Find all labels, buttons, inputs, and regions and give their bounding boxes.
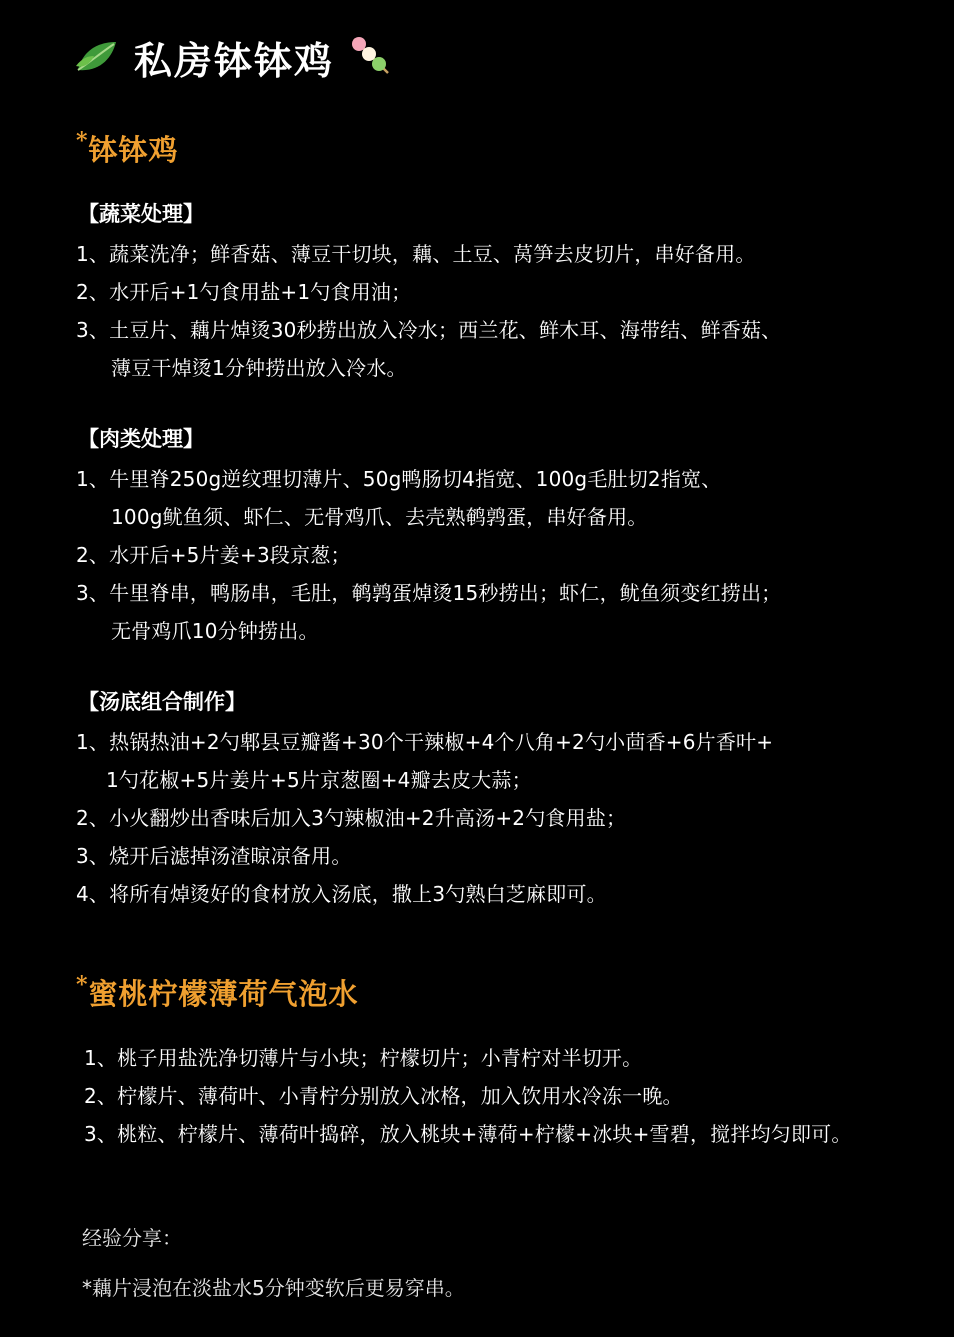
soup-step-1-cont: 1勺花椒+5片姜片+5片京葱圈+4瓣去皮大蒜； bbox=[106, 768, 532, 792]
drink-step-3: 3、桃粒、柠檬片、薄荷叶捣碎，放入桃块+薄荷+柠檬+冰块+雪碧，搅拌均匀即可。 bbox=[84, 1122, 852, 1146]
veg-step-3: 3、土豆片、藕片焯烫30秒捞出放入冷水；西兰花、鲜木耳、海带结、鲜香菇、 bbox=[76, 318, 782, 342]
soup-step-3: 3、烧开后滤掉汤渣晾凉备用。 bbox=[76, 844, 352, 868]
title-row bbox=[74, 30, 392, 85]
drink-step-1: 1、桃子用盐洗净切薄片与小块；柠檬切片；小青柠对半切开。 bbox=[84, 1046, 643, 1070]
dango-icon bbox=[348, 35, 392, 81]
meat-step-3-cont: 无骨鸡爪10分钟捞出。 bbox=[111, 619, 319, 643]
meat-step-2: 2、水开后+5片姜+3段京葱； bbox=[76, 543, 351, 567]
soup-step-1: 1、热锅热油+2勺郫县豆瓣酱+30个干辣椒+4个八角+2勺小茴香+6片香叶+ bbox=[76, 730, 774, 754]
subheading-meat: 【肉类处理】 bbox=[78, 427, 204, 451]
section-heading-bobo-chicken: *钵钵鸡 bbox=[76, 128, 179, 167]
veg-step-2: 2、水开后+1勺食用盐+1勺食用油； bbox=[76, 280, 412, 304]
meat-step-1: 1、牛里脊250g逆纹理切薄片、50g鸭肠切4指宽、100g毛肚切2指宽、 bbox=[76, 467, 722, 491]
tips-note: *藕片浸泡在淡盐水5分钟变软后更易穿串。 bbox=[82, 1276, 465, 1300]
veg-step-3-cont: 薄豆干焯烫1分钟捞出放入冷水。 bbox=[111, 356, 407, 380]
subheading-vegetables: 【蔬菜处理】 bbox=[78, 202, 204, 226]
soup-step-4: 4、将所有焯烫好的食材放入汤底，撒上3勺熟白芝麻即可。 bbox=[76, 882, 607, 906]
drink-step-2: 2、柠檬片、薄荷叶、小青柠分别放入冰格，加入饮用水冷冻一晚。 bbox=[84, 1084, 683, 1108]
subheading-soup-base: 【汤底组合制作】 bbox=[78, 690, 246, 714]
leaf-icon bbox=[74, 36, 120, 80]
veg-step-1: 1、蔬菜洗净；鲜香菇、薄豆干切块，藕、土豆、莴笋去皮切片，串好备用。 bbox=[76, 242, 756, 266]
section-heading-peach-drink: *蜜桃柠檬薄荷气泡水 bbox=[76, 972, 359, 1011]
soup-step-2: 2、小火翻炒出香味后加入3勺辣椒油+2升高汤+2勺食用盐； bbox=[76, 806, 627, 830]
meat-step-3: 3、牛里脊串，鸭肠串，毛肚，鹌鹑蛋焯烫15秒捞出；虾仁，鱿鱼须变红捞出； bbox=[76, 581, 782, 605]
page-title: 私房钵钵鸡 bbox=[134, 38, 335, 83]
meat-step-1-cont: 100g鱿鱼须、虾仁、无骨鸡爪、去壳熟鹌鹑蛋，串好备用。 bbox=[111, 505, 648, 529]
tips-label: 经验分享： bbox=[82, 1226, 182, 1250]
